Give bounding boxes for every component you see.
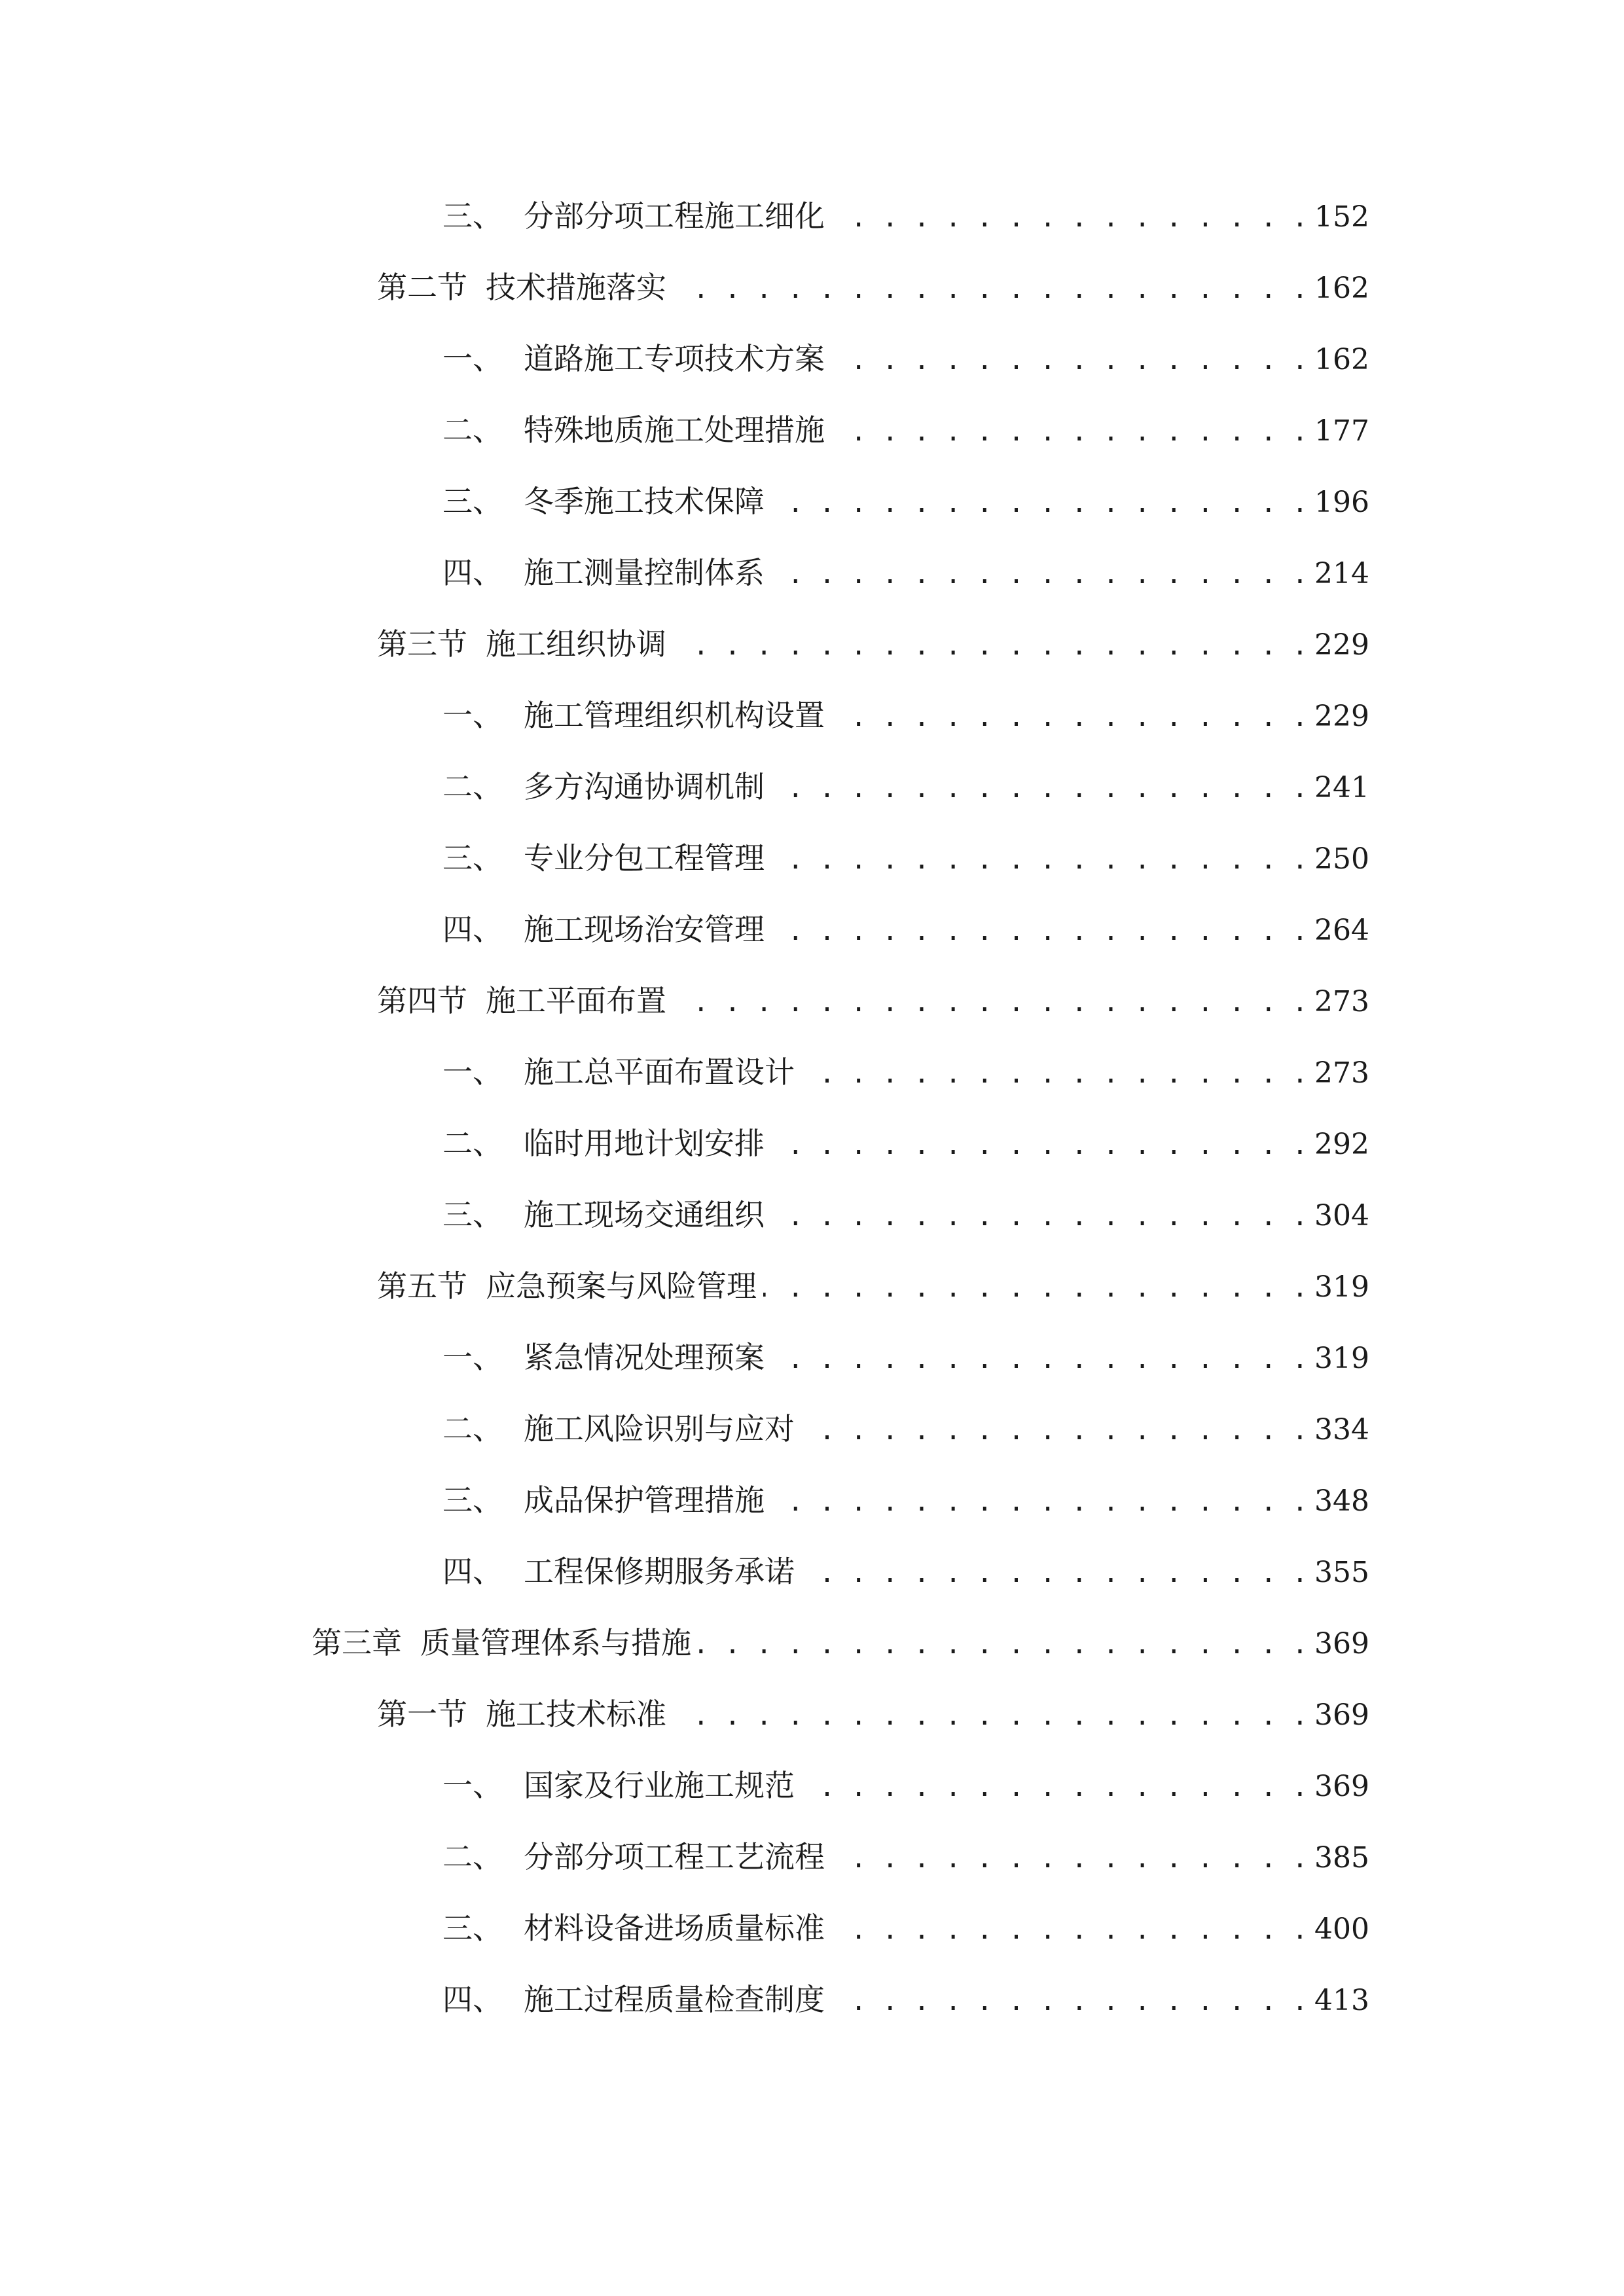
toc-entry-title: 紧急情况处理预案 [524,1340,765,1375]
toc-entry[interactable] [442,1046,1369,1098]
dot-leader [831,406,1308,458]
toc-entry-number: 第一节 [377,1696,467,1732]
toc-entry[interactable] [377,261,1369,314]
toc-entry-title: 分部分项工程施工细化 [524,198,825,234]
dot-leader [771,834,1308,886]
toc-entry-page: 273 [1314,1056,1369,1090]
toc-entry[interactable] [377,618,1369,670]
toc-entry[interactable] [377,1260,1369,1312]
toc-entry-title: 施工现场交通组织 [524,1197,765,1232]
toc-entry[interactable] [442,1902,1369,1954]
toc-entry-page: 319 [1314,1270,1369,1304]
toc-entry[interactable] [442,475,1369,528]
dot-leader [673,1690,1308,1742]
toc-entry-title: 分部分项工程工艺流程 [524,1839,825,1874]
toc-entry[interactable] [442,689,1369,742]
toc-entry-title: 道路施工专项技术方案 [524,341,825,376]
toc-entry-number: 第五节 [377,1268,467,1304]
toc-entry-title: 施工测量控制体系 [524,555,765,590]
toc-entry-number: 二、 [442,412,503,448]
toc-entry[interactable] [442,547,1369,599]
toc-entry[interactable] [442,404,1369,456]
toc-entry[interactable] [442,1331,1369,1384]
toc-entry-title: 临时用地计划安排 [524,1126,765,1161]
dot-leader [698,1619,1308,1671]
toc-entry-number: 第三章 [312,1625,402,1660]
dot-leader [771,1119,1308,1172]
dot-leader [831,334,1308,387]
toc-entry-number: 二、 [442,1839,503,1874]
dot-leader [771,477,1308,529]
toc-entry[interactable] [442,1973,1369,2026]
dot-leader [831,192,1308,244]
toc-entry-title: 冬季施工技术保障 [524,484,765,519]
toc-entry-number: 二、 [442,1126,503,1161]
toc-entry[interactable] [442,1403,1369,1455]
toc-entry-page: 196 [1314,486,1369,519]
dot-leader [831,691,1308,744]
toc-entry[interactable] [442,1759,1369,1812]
toc-entry-page: 292 [1314,1128,1369,1161]
toc-entry-page: 152 [1314,200,1369,234]
toc-entry-page: 385 [1314,1841,1369,1874]
dot-leader [771,1333,1308,1386]
dot-leader [771,548,1308,601]
toc-entry-title: 多方沟通协调机制 [524,769,765,804]
dot-leader [771,1476,1308,1528]
toc-entry-number: 四、 [442,555,503,590]
dot-leader [831,1833,1308,1885]
toc-entry-number: 三、 [442,1910,503,1946]
toc-entry-page: 264 [1314,914,1369,947]
toc-entry-number: 三、 [442,1482,503,1518]
toc-entry-page: 177 [1314,414,1369,448]
toc-entry-number: 第三节 [377,626,467,662]
toc-entry-page: 369 [1314,1770,1369,1803]
toc-entry-number: 二、 [442,769,503,804]
toc-entry-number: 一、 [442,1340,503,1375]
toc-entry-number: 第二节 [377,270,467,305]
dot-leader [801,1547,1308,1600]
dot-leader [673,263,1308,315]
toc-entry-page: 229 [1314,700,1369,733]
toc-entry-title: 专业分包工程管理 [524,840,765,876]
toc-entry-title: 施工组织协调 [486,626,666,662]
toc-entry-page: 162 [1314,272,1369,305]
dot-leader [801,1048,1308,1100]
toc-entry-page: 214 [1314,557,1369,590]
dot-leader [771,762,1308,815]
toc-entry-title: 成品保护管理措施 [524,1482,765,1518]
toc-entry[interactable] [442,832,1369,884]
dot-leader [771,1191,1308,1243]
toc-entry-page: 250 [1314,842,1369,876]
toc-entry-page: 162 [1314,343,1369,376]
toc-entry[interactable] [312,1617,1369,1669]
toc-entry-title: 质量管理体系与措施 [420,1625,691,1660]
toc-entry-number: 四、 [442,1982,503,2017]
dot-leader [771,905,1308,958]
toc-entry[interactable] [442,332,1369,385]
toc-entry-page: 369 [1314,1698,1369,1732]
toc-entry-number: 一、 [442,1768,503,1803]
toc-entry-title: 施工技术标准 [486,1696,666,1732]
toc-entry-number: 一、 [442,341,503,376]
toc-entry[interactable] [442,190,1369,242]
toc-entry-page: 400 [1314,1912,1369,1946]
toc-entry-title: 特殊地质施工处理措施 [524,412,825,448]
toc-entry-page: 334 [1314,1413,1369,1446]
dot-leader [831,1975,1308,2028]
toc-entry-page: 355 [1314,1556,1369,1589]
toc-entry-title: 施工总平面布置设计 [524,1054,795,1090]
toc-entry[interactable] [442,1117,1369,1170]
toc-entry-number: 三、 [442,840,503,876]
toc-entry-title: 施工现场治安管理 [524,912,765,947]
toc-entry-number: 三、 [442,1197,503,1232]
toc-entry-page: 369 [1314,1627,1369,1660]
dot-leader [801,1405,1308,1457]
dot-leader [763,1262,1308,1314]
toc-entry-page: 229 [1314,628,1369,662]
toc-entry-title: 工程保修期服务承诺 [524,1554,795,1589]
toc-entry[interactable] [442,1474,1369,1526]
toc-entry[interactable] [442,903,1369,956]
toc-entry-number: 三、 [442,198,503,234]
toc-entry-number: 一、 [442,1054,503,1090]
toc-entry[interactable] [442,1189,1369,1241]
toc-entry-title: 材料设备进场质量标准 [524,1910,825,1946]
toc-entry-title: 施工风险识别与应对 [524,1411,795,1446]
toc-entry-number: 三、 [442,484,503,519]
toc-entry-title: 国家及行业施工规范 [524,1768,795,1803]
toc-entry-title: 施工管理组织机构设置 [524,698,825,733]
toc-entry-number: 第四节 [377,983,467,1018]
toc-entry[interactable] [377,1688,1369,1740]
toc-entry-page: 304 [1314,1199,1369,1232]
toc-entry-number: 四、 [442,912,503,947]
toc-entry-page: 319 [1314,1342,1369,1375]
toc-entry-number: 二、 [442,1411,503,1446]
toc-entry-page: 413 [1314,1984,1369,2017]
toc-entry[interactable] [377,975,1369,1027]
dot-leader [673,977,1308,1029]
toc-entry[interactable] [442,1545,1369,1598]
toc-entry-title: 施工平面布置 [486,983,666,1018]
toc-entry-number: 一、 [442,698,503,733]
toc-entry-title: 技术措施落实 [486,270,666,305]
toc-entry-title: 应急预案与风险管理 [486,1268,757,1304]
toc-entry-title: 施工过程质量检查制度 [524,1982,825,2017]
toc-entry[interactable] [442,761,1369,813]
toc-entry-page: 273 [1314,985,1369,1018]
dot-leader [831,1904,1308,1956]
toc-entry[interactable] [442,1831,1369,1883]
toc-entry-page: 241 [1314,771,1369,804]
toc-entry-page: 348 [1314,1484,1369,1518]
dot-leader [801,1761,1308,1814]
dot-leader [673,620,1308,672]
toc-entry-number: 四、 [442,1554,503,1589]
